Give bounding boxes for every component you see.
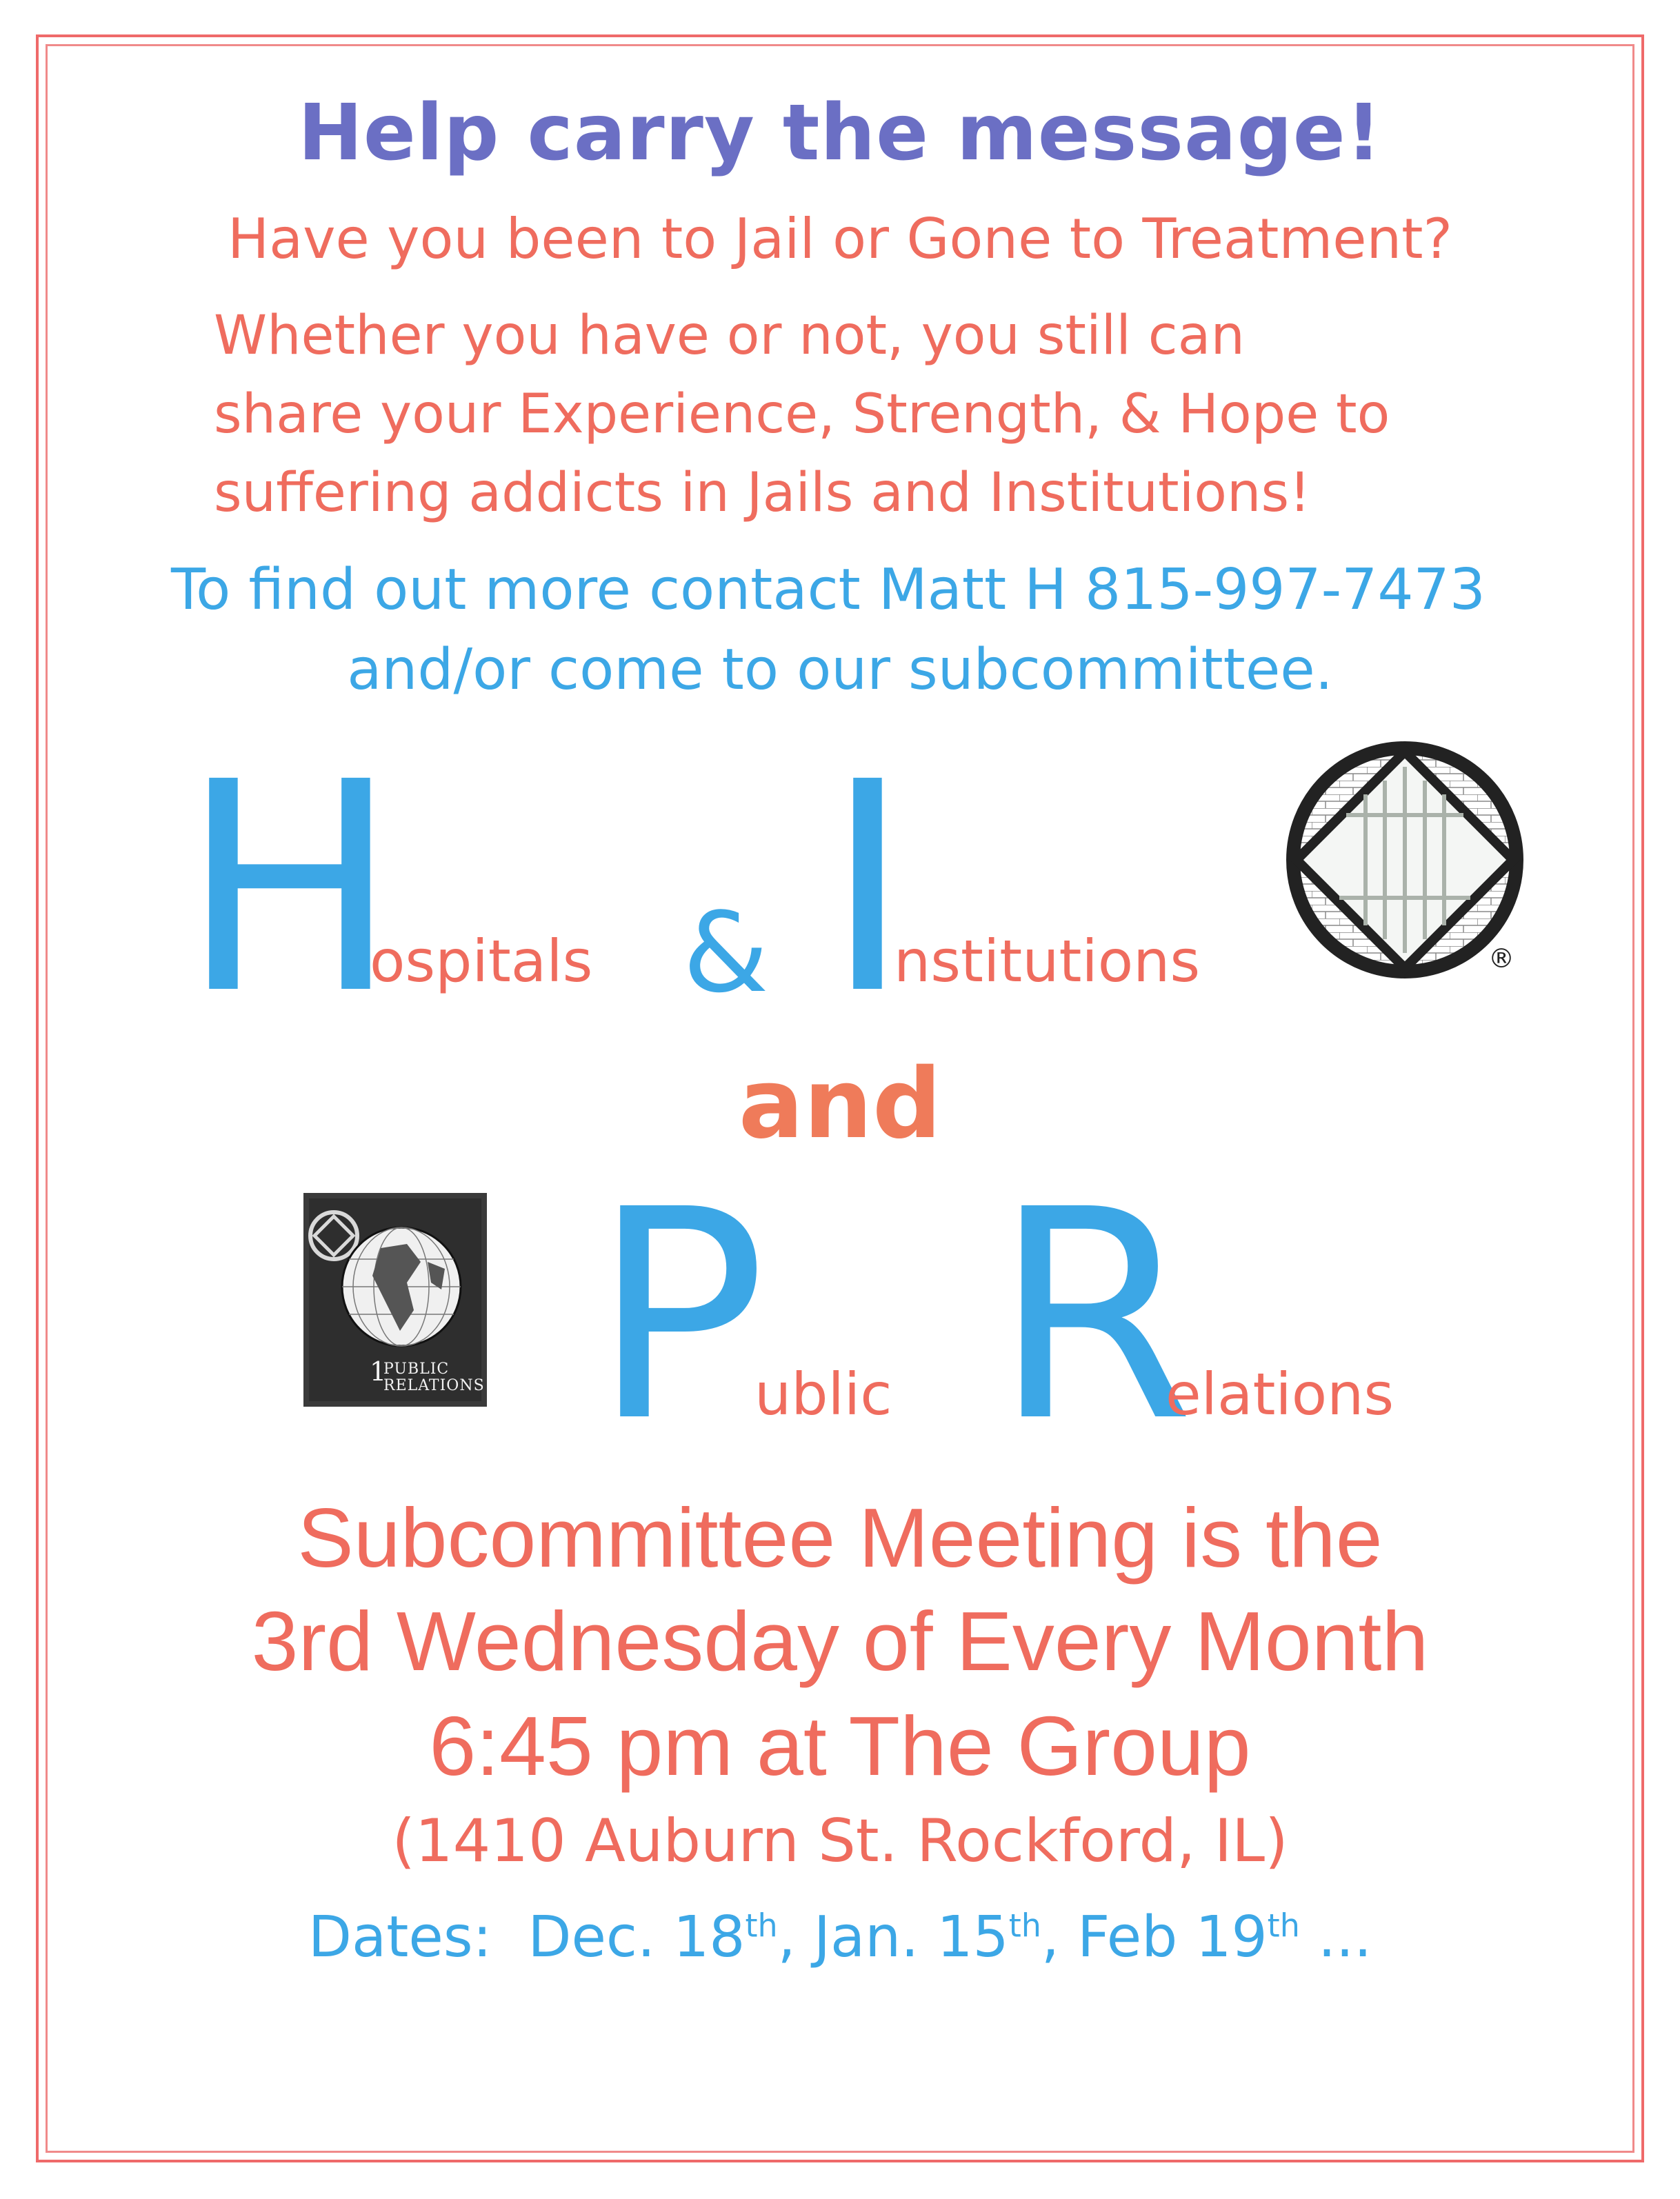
meeting-line-2: 3rd Wednesday of Every Month bbox=[251, 1594, 1429, 1688]
ampersand: & bbox=[683, 888, 769, 1017]
pr-logo-digit: 1 bbox=[370, 1356, 388, 1387]
contact-line-2: and/or come to our subcommittee. bbox=[347, 637, 1333, 703]
date-3: Feb 19 bbox=[1077, 1905, 1268, 1970]
body-line-3: suffering addicts in Jails and Institutions! bbox=[214, 462, 1311, 524]
meeting-line-3: 6:45 pm at The Group bbox=[429, 1699, 1251, 1793]
body-line-2: share your Experience, Strength, & Hope to bbox=[214, 383, 1390, 445]
body-line-1: Whether you have or not, you still can bbox=[214, 305, 1245, 367]
meeting-dates bbox=[0, 1905, 1680, 1970]
date-sep-1: , bbox=[777, 1905, 796, 1970]
date-1: Dec. 18 bbox=[528, 1905, 746, 1970]
letter-r: R bbox=[993, 1148, 1194, 1485]
letter-h: H bbox=[181, 721, 399, 1058]
dates-label: Dates: bbox=[308, 1905, 492, 1970]
date-2-suffix: th bbox=[1008, 1907, 1041, 1945]
word-ublic: ublic bbox=[754, 1360, 892, 1428]
meeting-line-1: Subcommittee Meeting is the bbox=[297, 1491, 1383, 1585]
pr-logo-text-public: PUBLIC bbox=[383, 1360, 450, 1378]
word-ospitals: ospitals bbox=[370, 927, 593, 995]
contact-line-1: To find out more contact Matt H 815-997-7473 bbox=[171, 557, 1486, 623]
date-3-suffix: th bbox=[1267, 1907, 1300, 1945]
letter-i: I bbox=[825, 721, 910, 1058]
public-relations-heading bbox=[0, 1148, 1680, 1485]
question-line: Have you been to Jail or Gone to Treatment? bbox=[227, 207, 1452, 271]
and-word: and bbox=[738, 1048, 942, 1161]
date-1-suffix: th bbox=[745, 1907, 778, 1945]
pr-logo-text-relations: RELATIONS bbox=[383, 1377, 485, 1394]
date-sep-2: , bbox=[1041, 1905, 1059, 1970]
meeting-address: (1410 Auburn St. Rockford, IL) bbox=[392, 1807, 1288, 1876]
registered-mark: ® bbox=[1488, 943, 1514, 974]
word-elations: elations bbox=[1166, 1360, 1394, 1428]
word-nstitutions: nstitutions bbox=[894, 927, 1201, 995]
letter-p: P bbox=[592, 1148, 767, 1485]
dates-ellipsis: ... bbox=[1317, 1905, 1372, 1970]
flyer-title: Help carry the message! bbox=[298, 88, 1382, 178]
date-2: Jan. 15 bbox=[813, 1905, 1009, 1970]
